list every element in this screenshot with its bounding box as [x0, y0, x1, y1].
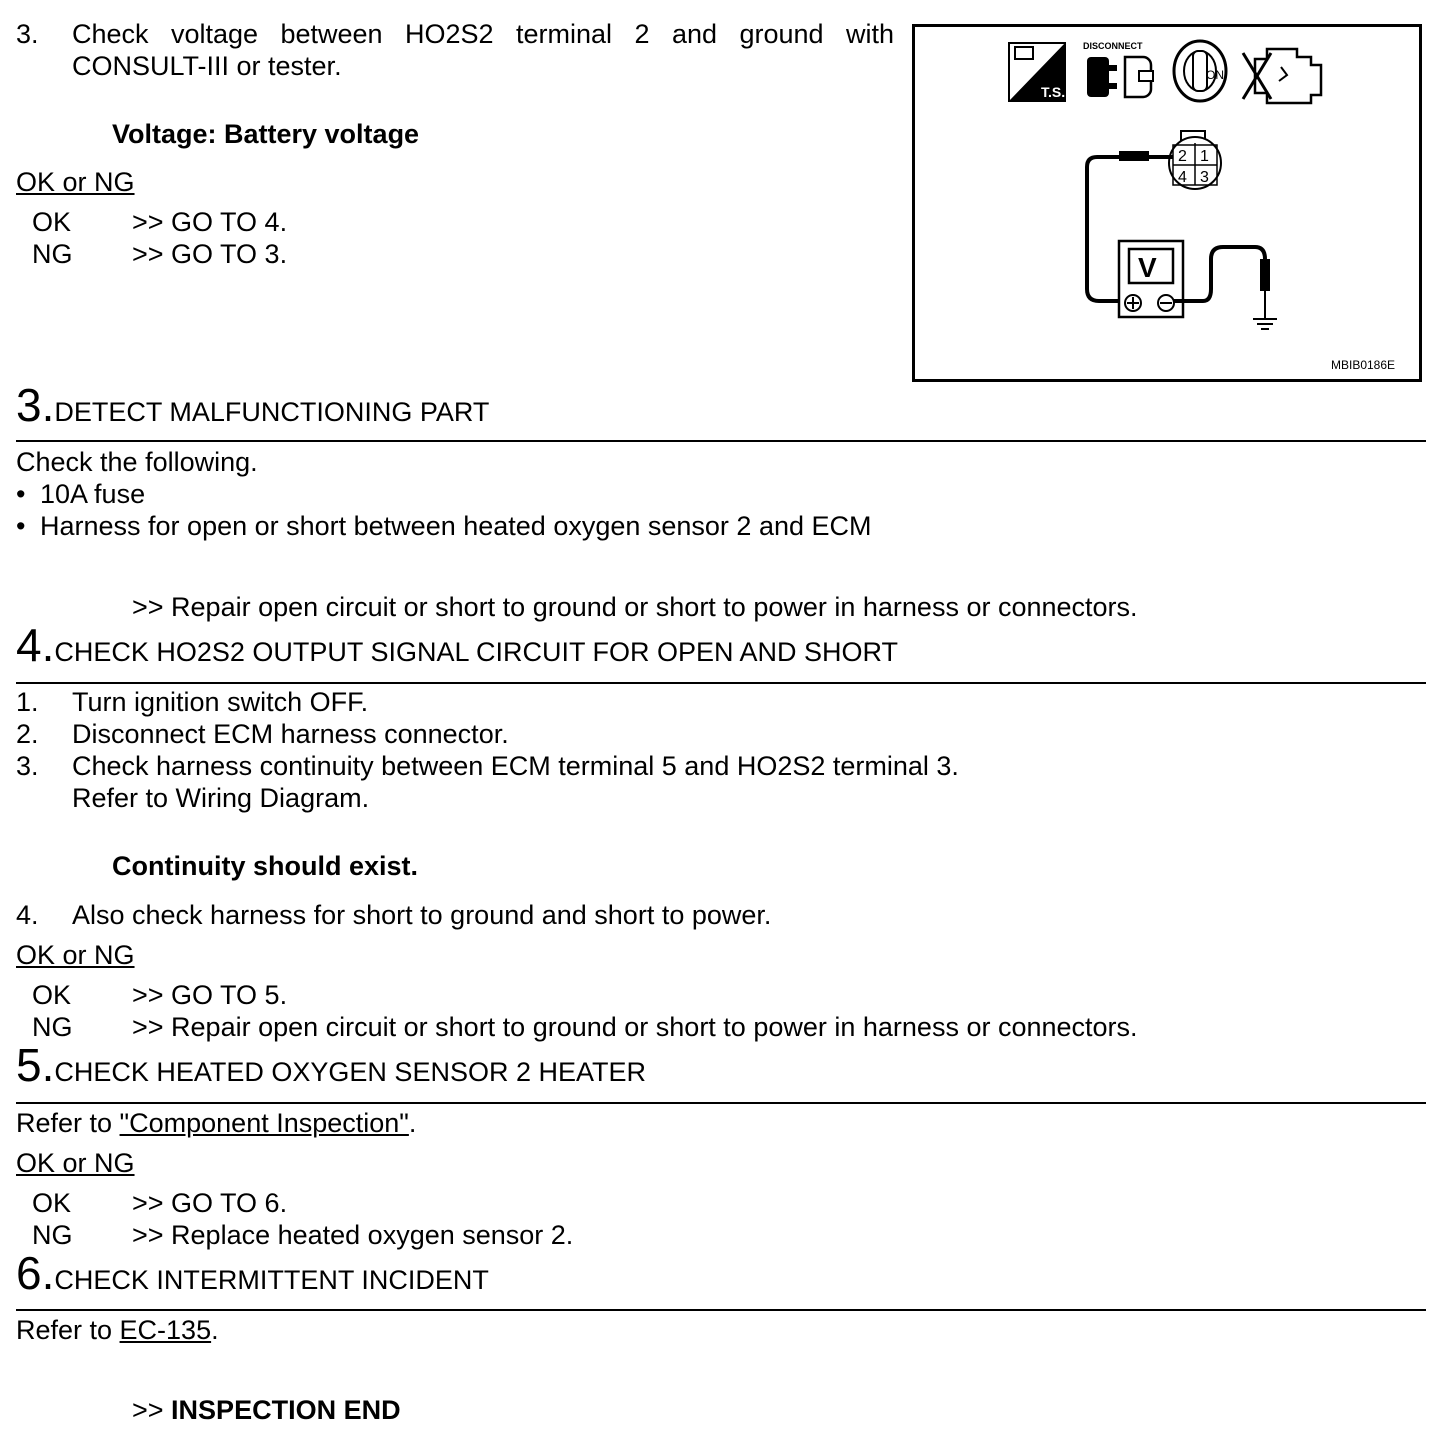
section-6-heading [16, 1247, 489, 1299]
section-5-refer [16, 1107, 416, 1139]
section-4-number: 4. [16, 619, 55, 671]
bullet-fuse: 10A fuse [40, 479, 146, 509]
continuity-spec: Continuity should exist. [112, 851, 419, 881]
step-text: Check harness continuity between ECM terminal 5 and HO2S2 terminal 3. [72, 751, 959, 781]
section-3-title: DETECT MALFUNCTIONING PART [54, 397, 490, 427]
ts-label: T.S. [1041, 84, 1066, 100]
step-number: 4. [16, 900, 39, 930]
voltage-check-figure [912, 24, 1422, 382]
ignition-key-on-icon [1174, 41, 1226, 101]
refer-prefix: Refer to [16, 1108, 120, 1138]
section-3-action: >> Repair open circuit or short to ground or short to power in harness or connectors. [132, 592, 1138, 622]
ec-135-link[interactable]: EC-135 [119, 1315, 212, 1345]
pin-4: 4 [1178, 169, 1187, 186]
bullet-mark: • [16, 479, 26, 509]
ground-icon [1253, 319, 1277, 329]
refer-prefix: Refer to [16, 1315, 120, 1345]
section-5-divider [16, 1102, 1426, 1104]
step-text-continued: Refer to Wiring Diagram. [72, 783, 370, 813]
section-6-refer [16, 1314, 219, 1346]
section-4-heading [16, 619, 899, 671]
step-text: Turn ignition switch OFF. [72, 687, 369, 717]
ng-action: >> Replace heated oxygen sensor 2. [132, 1220, 574, 1250]
disconnect-label: DISCONNECT [1083, 41, 1143, 51]
intro-step-line2: CONSULT-III or tester. [72, 51, 342, 81]
meter-label: V [1138, 252, 1157, 283]
section-6-divider [16, 1309, 1426, 1311]
section-3-heading [16, 379, 490, 431]
step-text: Disconnect ECM harness connector. [72, 719, 509, 749]
engine-off-icon [1243, 49, 1321, 103]
intro-step-number: 3. [16, 19, 39, 49]
ok-or-ng-heading: OK or NG [16, 1148, 135, 1178]
negative-probe-wire [1174, 247, 1270, 319]
ng-label: NG [32, 1012, 73, 1042]
section-3-intro: Check the following. [16, 447, 258, 477]
sensor-connector [1169, 131, 1221, 189]
voltmeter-icon [1119, 241, 1183, 317]
tool-icon [1009, 43, 1065, 101]
inspection-end-prefix: >> [132, 1395, 172, 1425]
section-5-heading [16, 1039, 646, 1091]
pin-3: 3 [1200, 169, 1209, 186]
intro-step-line1: Check voltage between HO2S2 terminal 2 and ground with [72, 19, 894, 49]
bullet-mark: • [16, 511, 26, 541]
on-label: ON [1206, 68, 1224, 82]
ok-or-ng-heading: OK or NG [16, 940, 135, 970]
step-number: 2. [16, 719, 39, 749]
ok-action: >> GO TO 6. [132, 1188, 288, 1218]
component-inspection-link[interactable]: "Component Inspection" [119, 1108, 409, 1138]
ok-action: >> GO TO 5. [132, 980, 288, 1010]
refer-suffix: . [408, 1108, 417, 1138]
section-5-title: CHECK HEATED OXYGEN SENSOR 2 HEATER [54, 1057, 646, 1087]
section-5-number: 5. [16, 1039, 55, 1091]
ok-or-ng-heading: OK or NG [16, 167, 135, 197]
step-text: Also check harness for short to ground and short to power. [72, 900, 772, 930]
section-6-number: 6. [16, 1247, 55, 1299]
voltage-spec: Voltage: Battery voltage [112, 119, 420, 149]
ok-label: OK [32, 1188, 72, 1218]
section-3-number: 3. [16, 379, 55, 431]
ng-label: NG [32, 1220, 73, 1250]
inspection-end [132, 1394, 401, 1426]
section-4-title: CHECK HO2S2 OUTPUT SIGNAL CIRCUIT FOR OPEN AND SHORT [54, 637, 899, 667]
ok-label: OK [32, 980, 72, 1010]
disconnect-icon [1083, 41, 1153, 97]
pin-1: 1 [1200, 148, 1209, 165]
ok-action: >> GO TO 4. [132, 207, 288, 237]
step-number: 3. [16, 751, 39, 781]
figure-code: MBIB0186E [1331, 358, 1396, 372]
pin-2: 2 [1178, 148, 1187, 165]
inspection-end-label: INSPECTION END [171, 1395, 401, 1425]
refer-suffix: . [211, 1315, 219, 1345]
ok-label: OK [32, 207, 72, 237]
step-number: 1. [16, 687, 39, 717]
section-6-title: CHECK INTERMITTENT INCIDENT [54, 1265, 489, 1295]
ng-action: >> GO TO 3. [132, 239, 288, 269]
ng-action: >> Repair open circuit or short to ground or short to power in harness or connectors. [132, 1012, 1138, 1042]
section-4-divider [16, 682, 1426, 684]
bullet-harness: Harness for open or short between heated oxygen sensor 2 and ECM [40, 511, 872, 541]
section-3-divider [16, 440, 1426, 442]
ng-label: NG [32, 239, 73, 269]
